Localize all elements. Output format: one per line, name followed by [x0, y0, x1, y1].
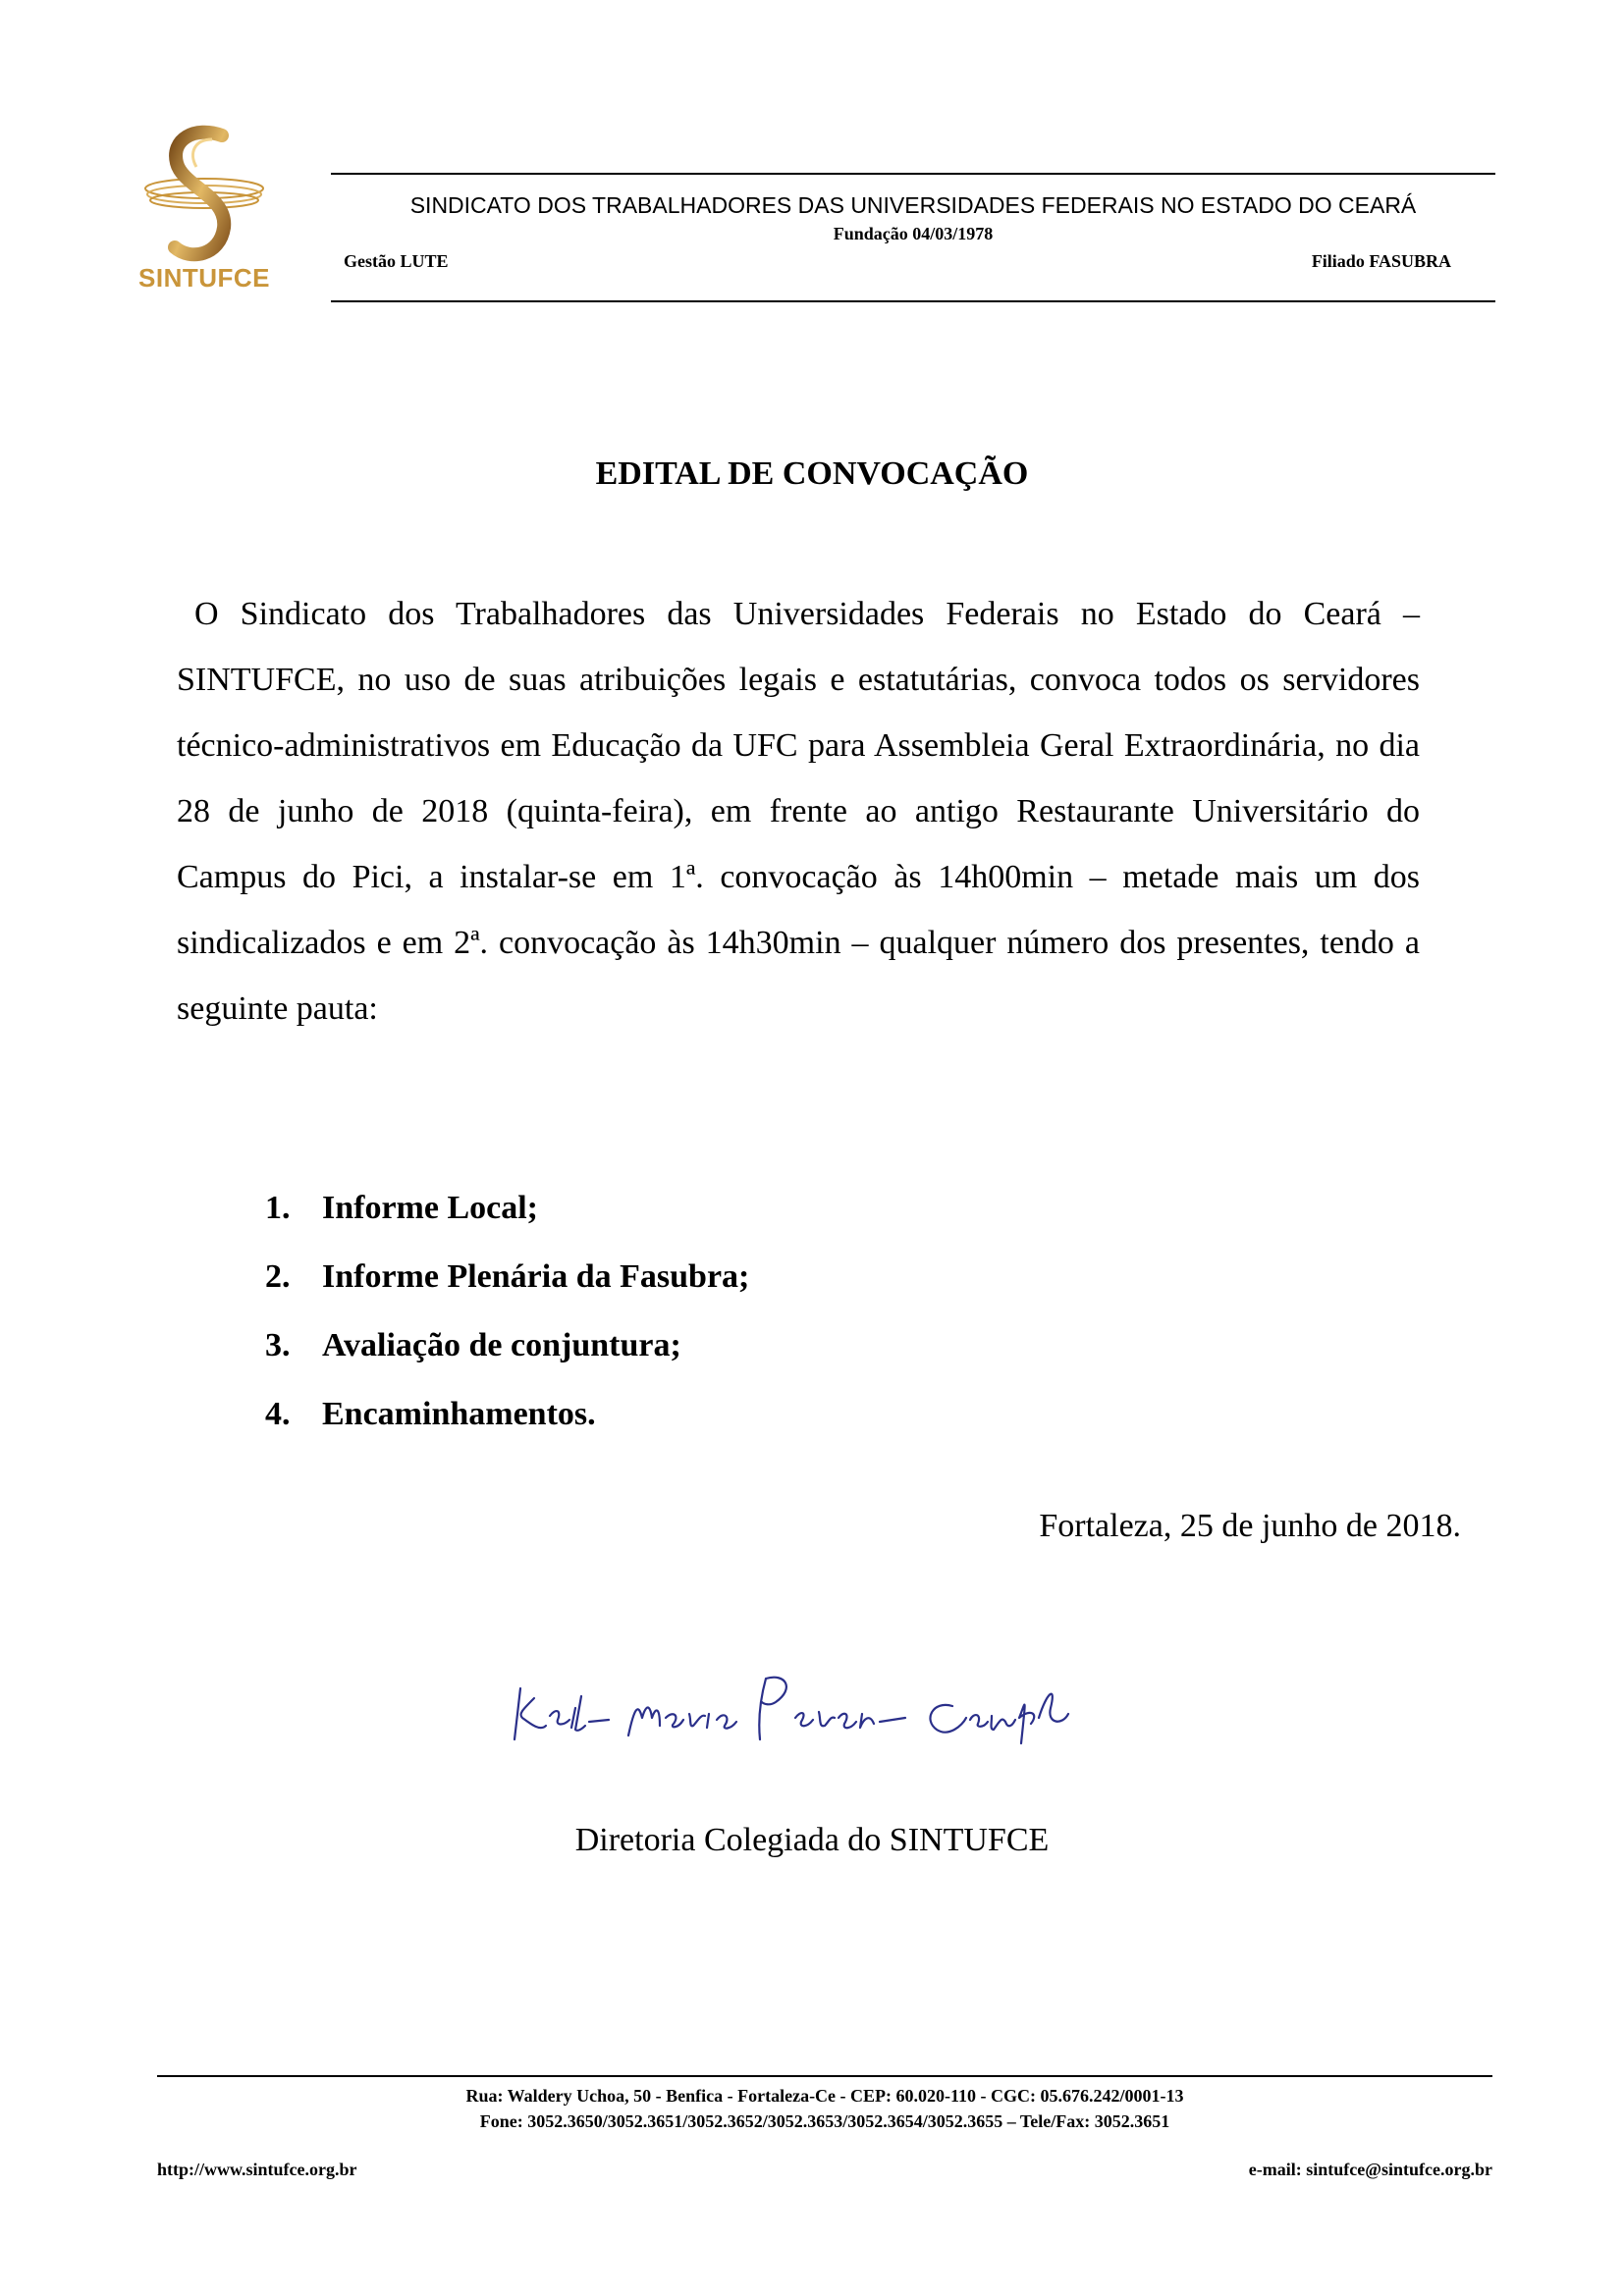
email-link[interactable]: e-mail: sintufce@sintufce.org.br	[1248, 2160, 1492, 2179]
agenda-item-text: Informe Plenária da Fasubra;	[322, 1258, 750, 1295]
agenda-item	[265, 1311, 749, 1380]
agenda-list	[265, 1174, 749, 1449]
agenda-item-number: 3.	[265, 1327, 291, 1363]
website-link[interactable]: http://www.sintufce.org.br	[157, 2160, 357, 2179]
agenda-item-number: 4.	[265, 1396, 291, 1432]
agenda-item-text: Avaliação de conjuntura;	[322, 1327, 681, 1363]
agenda-item-text: Encaminhamentos.	[322, 1396, 596, 1432]
footer-phones: Fone: 3052.3650/3052.3651/3052.3652/3052.3653/3052.3654/3052.3655 – Tele/Fax: 3052.3651	[479, 2111, 1170, 2131]
agenda-item	[265, 1380, 749, 1449]
foundation-date: Fundação 04/03/1978	[833, 224, 994, 243]
agenda-item-text: Informe Local;	[322, 1190, 539, 1226]
organization-name: SINDICATO DOS TRABALHADORES DAS UNIVERSIDADES FEDERAIS NO ESTADO DO CEARÁ	[409, 192, 1417, 218]
document-title: EDITAL DE CONVOCAÇÃO	[595, 455, 1029, 492]
footer-rule	[157, 2075, 1492, 2077]
header-top-rule	[331, 173, 1495, 175]
logo-wordmark: SINTUFCE	[138, 263, 270, 293]
agenda-item-number: 1.	[265, 1190, 291, 1226]
affiliation-label: Filiado FASUBRA	[1311, 251, 1451, 271]
agenda-item-number: 2.	[265, 1258, 291, 1295]
agenda-item	[265, 1174, 749, 1243]
signer-name: Diretoria Colegiada do SINTUFCE	[574, 1822, 1050, 1858]
place-and-date: Fortaleza, 25 de junho de 2018.	[1039, 1508, 1461, 1544]
header-bottom-rule	[331, 300, 1495, 302]
convocation-paragraph: O Sindicato dos Trabalhadores das Universidades Federais no Estado do Ceará – SINTUFCE, no uso de suas atribuições legais e estatutárias, convoca todos os servidores técnico-administrativos em Educação da UFC para Assembleia Geral Extraordinária, no dia 28 de junho de 2018 (quinta-feira), em frente ao antigo Restaurante Universitário do Campus do Pici, a instalar-se em 1ª. convocação às 14h00min – metade mais um dos sindicalizados e em 2ª. convocação às 14h30min – qualquer número dos presentes, tendo a seguinte pauta:	[177, 596, 1420, 1027]
agenda-item	[265, 1243, 749, 1311]
footer-contact-block	[157, 2083, 1492, 2134]
footer-address: Rua: Waldery Uchoa, 50 - Benfica - Fortaleza-Ce - CEP: 60.020-110 - CGC: 05.676.242/0001-13	[465, 2086, 1184, 2106]
handwritten-signature	[501, 1649, 1090, 1757]
management-label: Gestão LUTE	[344, 251, 449, 271]
